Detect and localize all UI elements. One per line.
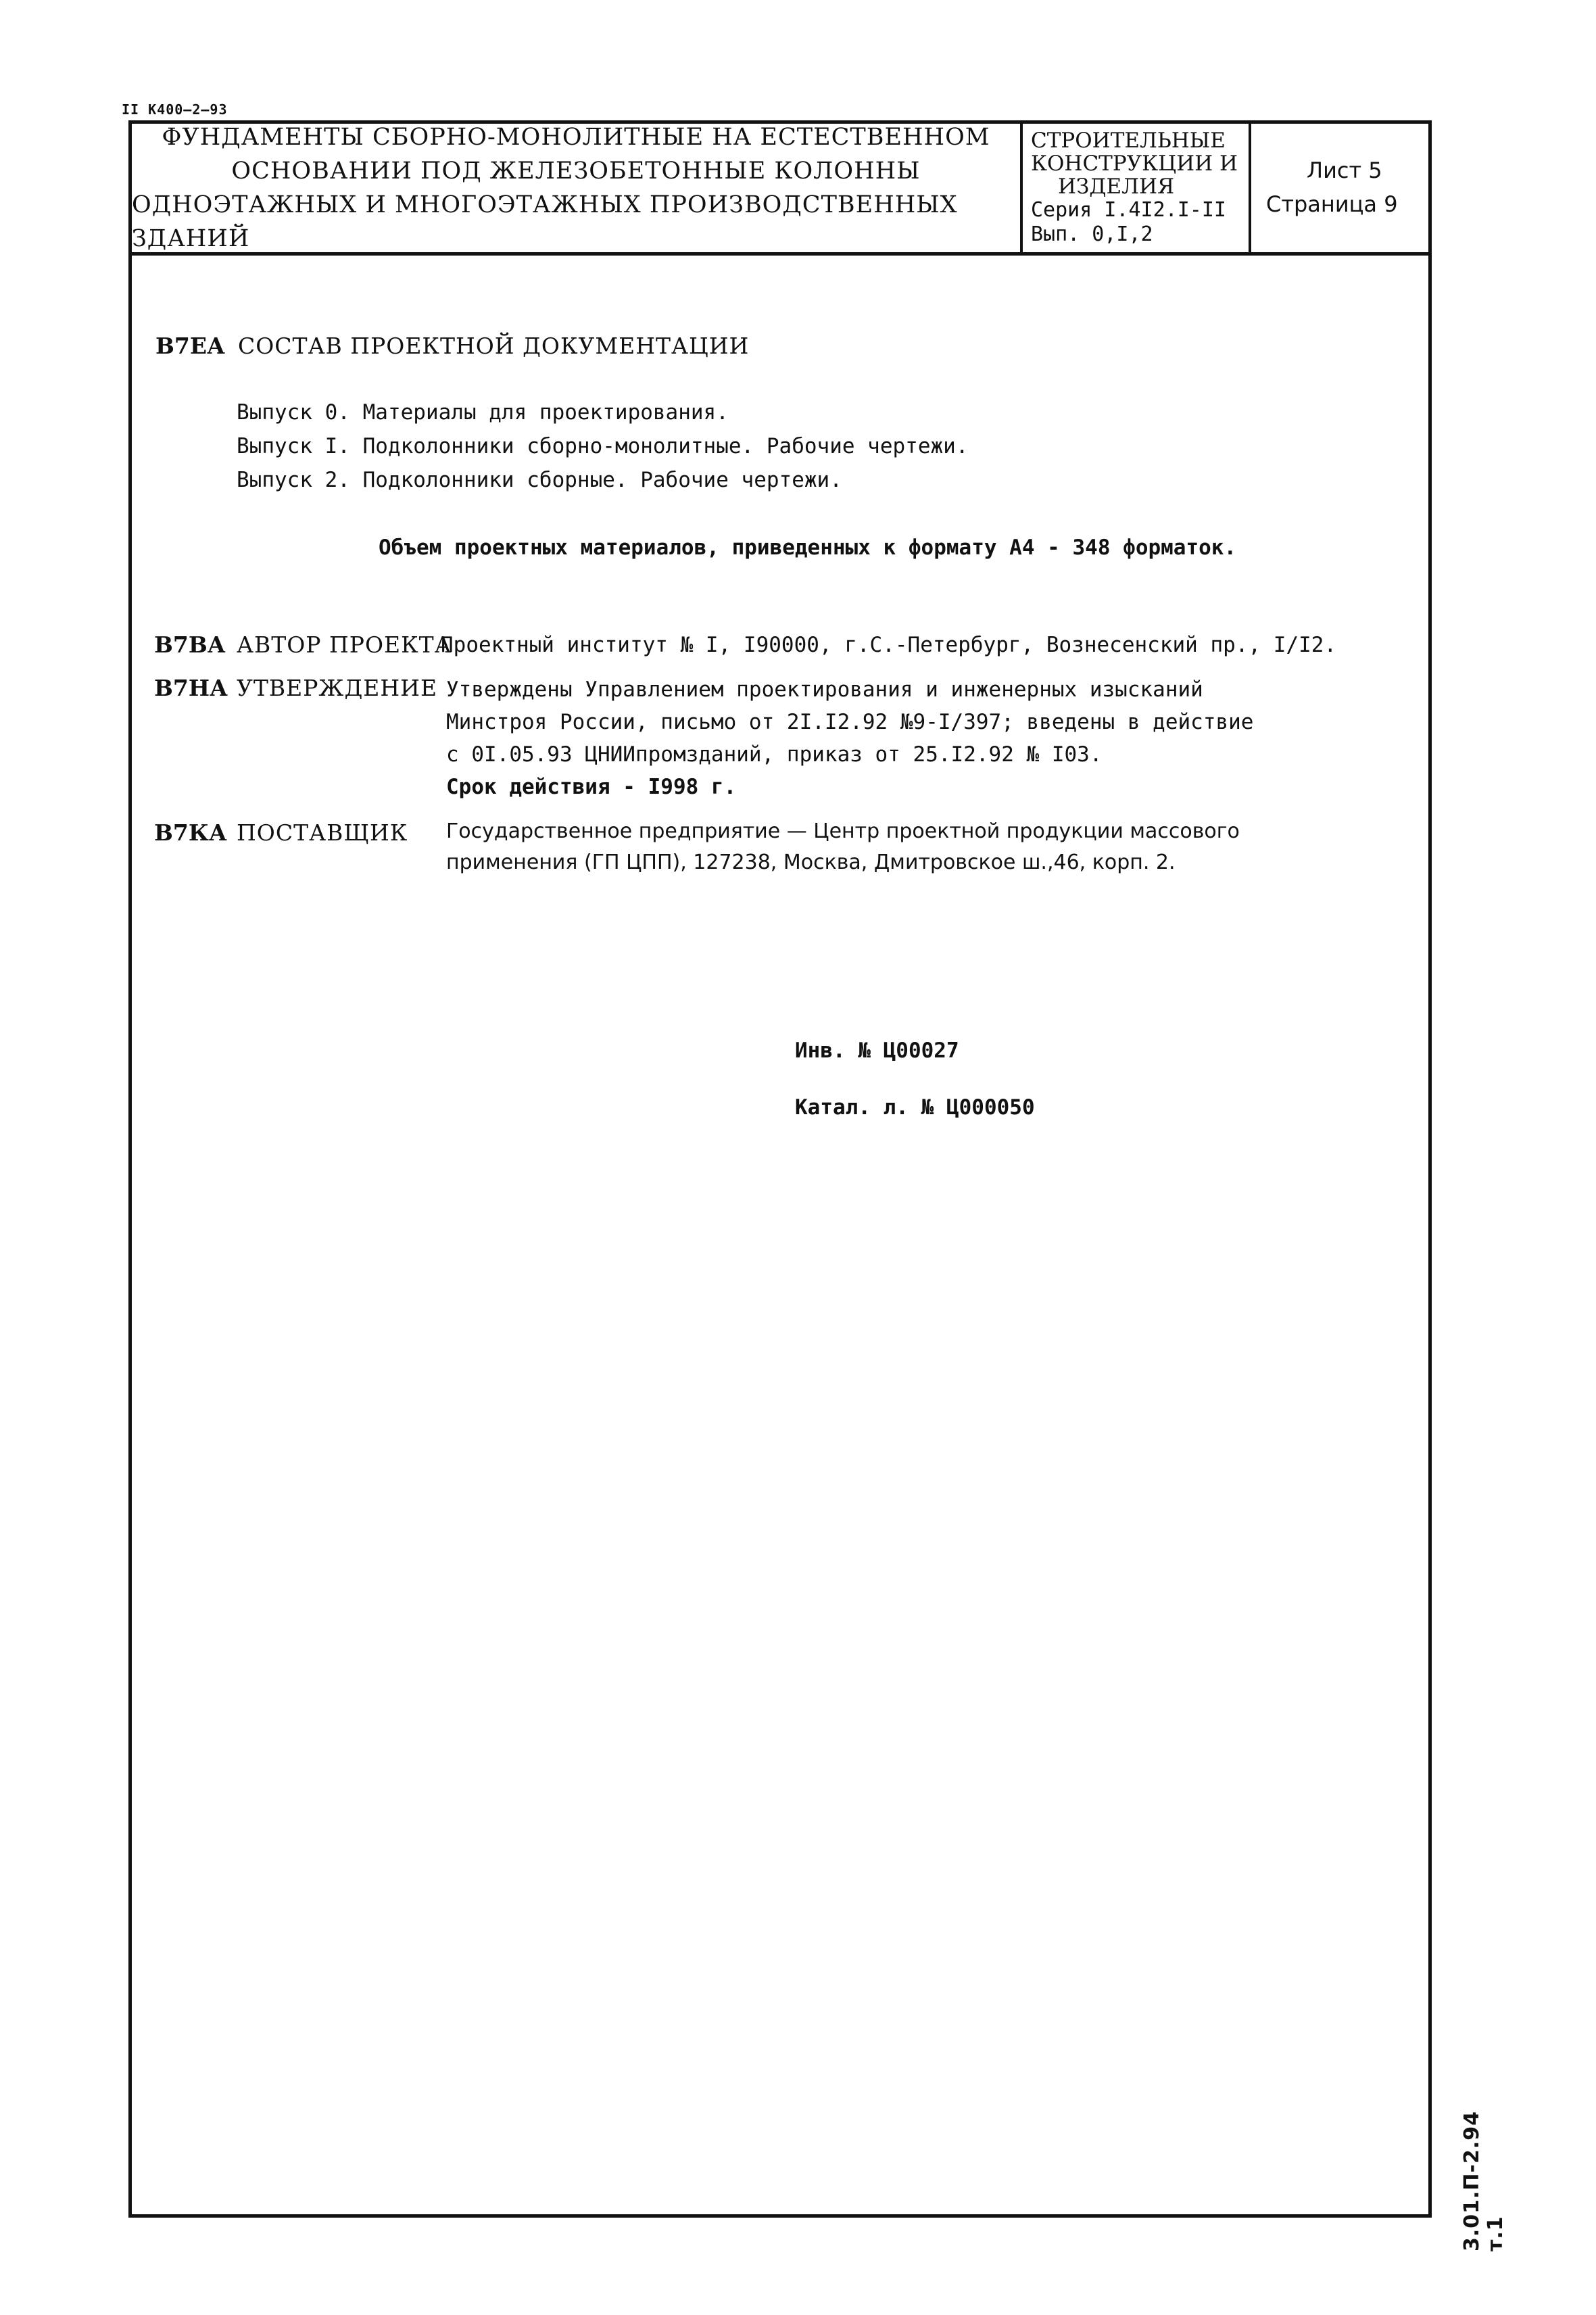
title-line-2: ОСНОВАНИИ ПОД ЖЕЛЕЗОБЕТОННЫЕ КОЛОННЫ bbox=[231, 158, 921, 185]
composition-code: В7ЕА bbox=[155, 333, 225, 359]
sheet-cell bbox=[1251, 124, 1428, 252]
issue-2: Выпуск 2. Подколонники сборные. Рабочие чертежи. bbox=[237, 468, 842, 492]
approval-line-2: Минстроя России, письмо от 2I.I2.92 №9-I/397; введены в действие bbox=[446, 710, 1254, 734]
approval-line-4: Срок действия - I998 г. bbox=[446, 775, 737, 799]
composition-heading: СОСТАВ ПРОЕКТНОЙ ДОКУМЕНТАЦИИ bbox=[238, 333, 750, 359]
issue-1: Выпуск I. Подколонники сборно-монолитные. Рабочие чертежи. bbox=[237, 434, 969, 458]
corner-code: II К400—2—93 bbox=[122, 101, 228, 118]
approval-line-3: с 0I.05.93 ЦНИИпромзданий, приказ от 25.I2.92 № I03. bbox=[446, 742, 1103, 767]
author-text: Проектный институт № I, I90000, г.С.-Петербург, Вознесенский пр., I/I2. bbox=[441, 633, 1337, 657]
title-block bbox=[132, 124, 1428, 256]
category-line-2: КОНСТРУКЦИИ И bbox=[1031, 151, 1238, 176]
title-line-1: ФУНДАМЕНТЫ СБОРНО-МОНОЛИТНЫЕ НА ЕСТЕСТВЕННОМ bbox=[162, 124, 990, 151]
category-line-1: СТРОИТЕЛЬНЫЕ bbox=[1031, 128, 1226, 153]
supplier-line-1: Государственное предприятие — Центр проектной продукции массового bbox=[446, 819, 1240, 843]
title-line-3: ОДНОЭТАЖНЫХ И МНОГОЭТАЖНЫХ ПРОИЗВОДСТВЕННЫХ ЗДАНИЙ bbox=[132, 191, 958, 252]
issue-number: Вып. 0,I,2 bbox=[1031, 222, 1153, 246]
series-number: Серия I.4I2.I-II bbox=[1031, 198, 1226, 222]
supplier-line-2: применения (ГП ЦПП), 127238, Москва, Дмитровское ш.,46, корп. 2. bbox=[446, 851, 1176, 874]
side-stamp: 3.01.П-2.94 т.1 bbox=[1460, 2111, 1507, 2251]
inventory-number: Инв. № Ц00027 bbox=[795, 1039, 959, 1063]
document-title bbox=[132, 124, 1023, 252]
author-heading: АВТОР ПРОЕКТА bbox=[237, 631, 452, 658]
approval-code: В7НА bbox=[154, 675, 228, 701]
catalog-number: Катал. л. № Ц000050 bbox=[795, 1095, 1035, 1120]
page-number: Страница 9 bbox=[1266, 191, 1398, 217]
sheet-number: Лист 5 bbox=[1307, 158, 1382, 183]
issue-0: Выпуск 0. Материалы для проектирования. bbox=[237, 400, 729, 425]
series-cell bbox=[1023, 124, 1251, 252]
supplier-heading: ПОСТАВЩИК bbox=[237, 819, 408, 846]
category-line-3: ИЗДЕЛИЯ bbox=[1058, 174, 1175, 199]
approval-heading: УТВЕРЖДЕНИЕ bbox=[237, 675, 438, 701]
volume-text: Объем проектных материалов, приведенных к формату А4 - 348 форматок. bbox=[379, 535, 1237, 560]
approval-line-1: Утверждены Управлением проектирования и инженерных изысканий bbox=[446, 677, 1203, 702]
author-code: В7ВА bbox=[154, 631, 226, 658]
supplier-code: В7КА bbox=[154, 819, 227, 846]
